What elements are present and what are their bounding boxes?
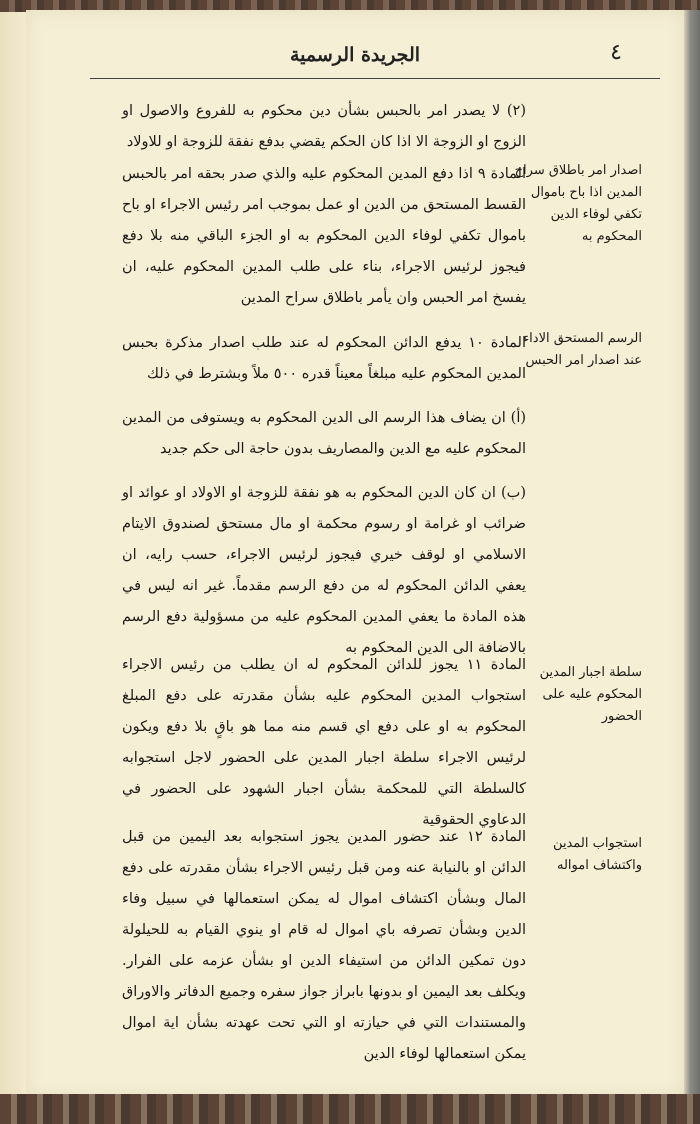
margin-note-article-10: الرسم المستحق الاداء عند اصدار امر الحبس <box>523 331 642 368</box>
article-10-clause-a: (أ) ان يضاف هذا الرسم الى الدين المحكوم به ويستوفى من المدين المحكوم عليه مع الدين والمصاريف بدون حاجة الى حكم جديد <box>122 410 526 457</box>
article-11: المادة ١١ يجوز للدائن المحكوم له ان يطلب من رئيس الاجراء استجواب المدين المحكوم عليه بشأن مقدرته على دفع المبلغ المحكوم به او على دفع اي قسم منه مما هو باقٍ بلا دفع ويكون لرئيس الاجراء سلطة اجبار المدين على الحضور لاجل استجوابه كالسلطة التي للمحكمة بشأن اجبار الشهود على الحضور في الدعاوي الحقوقية <box>122 657 526 828</box>
book-spine <box>684 10 700 1100</box>
margin-note-article-11: سلطة اجبار المدين المحكوم عليه على الحضور <box>539 665 642 724</box>
margin-note-article-12: استجواب المدين واكتشاف امواله <box>553 836 642 873</box>
margin-note-article-9: اصدار امر باطلاق سراح المدين اذا باح باموال تكفي لوفاء الدين المحكوم به <box>514 163 642 244</box>
article-12: المادة ١٢ عند حضور المدين يجوز استجوابه بعد اليمين من قبل الدائن او بالنيابة عنه ومن قبل رئيس الاجراء بشأن مقدرته على دفع المال وبشأن اكتشاف اموال له يمكن استعمالها في سبيل وفاء الدين وبشأن تصرفه باي اموال له قام او ينوي القيام به للحيلولة دون تمكين الدائن من استيفاء الدين او بشأن عزمه على الفرار. ويكلف بعد اليمين او بدونها بابراز جواز سفره وجميع الدفاتر والاوراق والمستندات التي في حيازته او التي تحت عهدته بشأن اية اموال يمكن استعمالها لوفاء الدين <box>122 829 526 1062</box>
article-10-clause-b: (ب) ان كان الدين المحكوم به هو نفقة للزوجة او الاولاد او عوائد او ضرائب او غرامة او رسوم محكمة او مال مستحق لصندوق الايتام الاسلامي او لوقف خيري فيجوز لرئيس الاجراء، حسب رايه، ان يعفي الدائن المحكوم له من دفع الرسم مقدماً. غير انه ليس في هذه المادة ما يعفي المدين المحكوم عليه من مسؤولية دفع الرسم بالاضافة الى الدين المحكوم به <box>122 485 526 656</box>
clause-2: (٢) لا يصدر امر بالحبس بشأن دين محكوم به للفروع والاصول او الزوج او الزوجة الا اذا كان الحكم يقضي بدفع نفقة للزوجة او للاولاد <box>122 103 526 150</box>
facing-page-edge <box>0 12 27 1098</box>
gazette-page <box>26 10 684 1097</box>
book-edge-bottom <box>0 1094 700 1124</box>
article-9: المادة ٩ اذا دفع المدين المحكوم عليه والذي صدر بحقه امر بالحبس القسط المستحق من الدين او عمل بموجب امر رئيس الاجراء او باح باموال تكفي لوفاء الدين المحكوم به او الجزء الباقي منه بلا دفع فيجوز لرئيس الاجراء، بناء على طلب المدين المحكوم عليه، ان يفسخ امر الحبس وان يأمر باطلاق سراح المدين <box>122 166 526 306</box>
page-number: ٤ <box>610 40 622 65</box>
article-10: المادة ١٠ يدفع الدائن المحكوم له عند طلب اصدار مذكرة بحبس المدين المحكوم عليه مبلغاً معيناً قدره ٥٠٠ ملاً وبشترط في ذلك <box>122 335 526 382</box>
page-body <box>26 10 684 1097</box>
page-title: الجريدة الرسمية <box>289 44 421 66</box>
